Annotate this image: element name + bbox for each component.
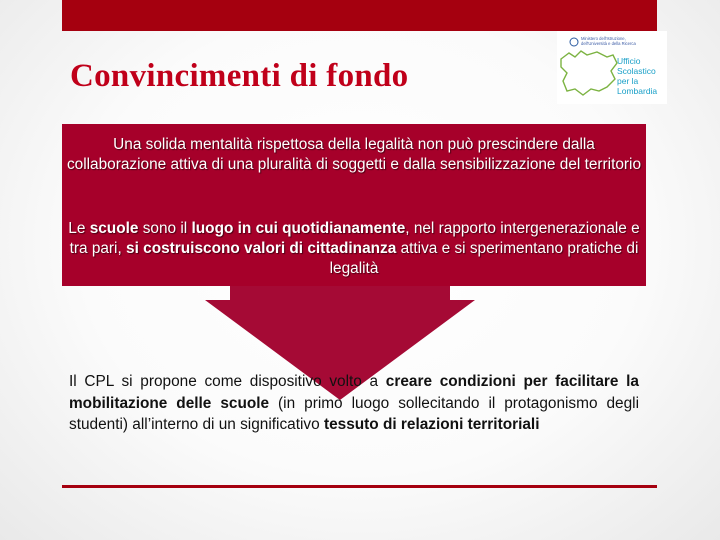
box-p2-text-2: sono il <box>138 220 192 237</box>
box-p2-text-3: , nel rapporto intergenerazionale e tra pari, <box>69 220 640 257</box>
logo-ministry-line1: Ministero dell'Istruzione, <box>581 36 626 41</box>
logo-office-line1: Ufficio <box>617 56 641 66</box>
logo-office-line2: Scolastico <box>617 66 656 76</box>
box-p2-bold-valori: si costruiscono valori di cittadinanza <box>126 240 397 257</box>
box-p2-bold-scuole: scuole <box>89 220 139 237</box>
box-paragraph-2 <box>62 219 646 279</box>
cpl-text-1: Il CPL si propone come dispositivo volto a <box>69 373 386 390</box>
cpl-paragraph <box>69 371 639 436</box>
logo-office-line3: per la <box>617 76 639 86</box>
box-p2-text-4: attiva e si sperimentano pratiche di legalità <box>329 240 639 277</box>
box-p2-bold-luogo: luogo in cui quotidianamente <box>191 220 406 237</box>
slide-title: Convincimenti di fondo <box>70 58 409 94</box>
logo-office-line4: Lombardia <box>617 86 658 96</box>
top-accent-bar <box>62 0 657 31</box>
logo-ministry-line2: dell'Università e della Ricerca <box>581 41 636 46</box>
ufficio-scolastico-logo <box>557 31 667 104</box>
cpl-bold-tessuto: tessuto di relazioni territoriali <box>323 416 540 433</box>
cpl-text-2: (in primo luogo sollecitando il protagonismo degli studenti) all’interno di un significativo <box>69 394 639 433</box>
box-paragraph-1: Una solida mentalità rispettosa della legalità non può prescindere dalla collaborazione attiva di una pluralità di soggetti e dalla sensibilizzazione del territorio <box>66 136 642 173</box>
key-points-box <box>62 124 646 286</box>
bottom-divider <box>62 485 657 488</box>
box-p2-text-1: Le <box>68 220 90 237</box>
cpl-bold-condizioni: creare condizioni per facilitare la mobilitazione delle scuole <box>69 373 639 412</box>
